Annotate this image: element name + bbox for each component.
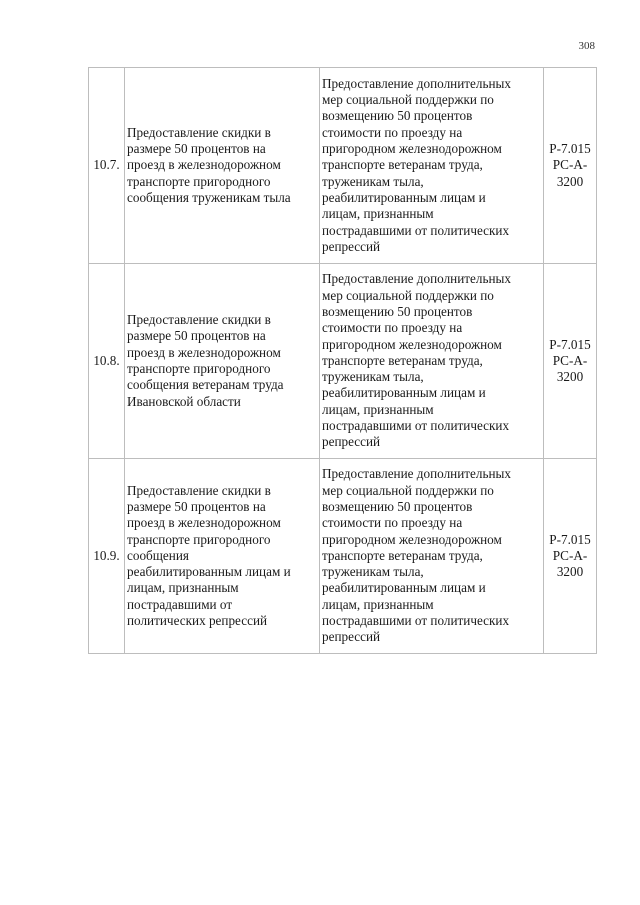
text-line: репрессий xyxy=(322,434,381,450)
service-description xyxy=(125,459,320,654)
text-line: Предоставление скидки в xyxy=(127,482,271,498)
text-line: Предоставление дополнительных xyxy=(322,75,512,91)
table-row xyxy=(89,68,597,264)
text-line: труженикам тыла, xyxy=(322,369,424,385)
text-line: сообщения ветеранам труда xyxy=(127,377,284,393)
text-line: репрессий xyxy=(322,629,381,645)
service-description xyxy=(125,264,320,459)
text-line: реабилитированным лицам и xyxy=(322,385,486,401)
table-row xyxy=(89,459,597,654)
support-measure xyxy=(320,459,544,654)
row-number: 10.7. xyxy=(89,68,125,264)
measure-code xyxy=(544,459,597,654)
text-line: Предоставление скидки в xyxy=(127,124,271,140)
text-line: лицам, признанным xyxy=(322,596,434,612)
text-line: труженикам тыла, xyxy=(322,564,424,580)
text-line: мер социальной поддержки по xyxy=(322,482,494,498)
table-row xyxy=(89,264,597,459)
text-line: транспорте пригородного xyxy=(127,361,271,376)
text-line: лицам, признанным xyxy=(322,401,434,417)
text-line: реабилитированным лицам и xyxy=(127,564,291,580)
text-line: проезд в железнодорожном xyxy=(127,157,281,173)
text-line: возмещению 50 процентов xyxy=(322,303,473,319)
code-line: Р-7.015 xyxy=(549,531,591,547)
text-line: возмещению 50 процентов xyxy=(322,498,473,514)
text-line: пострадавшими от политических xyxy=(322,418,510,434)
text-line: транспорте ветеранам труда, xyxy=(322,547,483,563)
text-line: пригородном железнодорожном xyxy=(322,531,502,547)
text-line: возмещению 50 процентов xyxy=(322,108,473,124)
text-line: транспорте ветеранам труда, xyxy=(322,157,483,173)
text-line: транспорте ветеранам труда, xyxy=(322,352,483,368)
text-line: труженикам тыла, xyxy=(322,173,424,189)
text-line: пригородном железнодорожном xyxy=(322,141,502,157)
row-number: 10.9. xyxy=(89,459,125,654)
text-line: Предоставление дополнительных xyxy=(322,466,512,482)
code-line: Р-7.015 xyxy=(549,336,591,352)
code-line: РС-А- xyxy=(552,157,588,173)
text-line: стоимости по проезду на xyxy=(322,124,463,140)
text-line: транспорте пригородного xyxy=(127,173,271,189)
text-line: Предоставление дополнительных xyxy=(322,271,512,287)
text-line: стоимости по проезду на xyxy=(322,320,463,336)
text-line: сообщения труженикам тыла xyxy=(127,189,291,205)
text-line: сообщения xyxy=(127,547,189,563)
code-line: РС-А- xyxy=(552,352,588,368)
code-line: 3200 xyxy=(556,369,584,385)
support-measure xyxy=(320,264,544,459)
text-line: размере 50 процентов на xyxy=(127,498,266,514)
support-measure xyxy=(320,68,544,264)
text-line: репрессий xyxy=(322,238,381,254)
code-line: 3200 xyxy=(556,564,584,580)
text-line: реабилитированным лицам и xyxy=(322,580,486,596)
services-table xyxy=(88,67,597,654)
text-line: политических репрессий xyxy=(127,613,268,629)
text-line: пригородном железнодорожном xyxy=(322,336,502,352)
text-line: проезд в железнодорожном xyxy=(127,344,281,360)
code-line: РС-А- xyxy=(552,547,588,563)
text-line: Предоставление скидки в xyxy=(127,312,271,328)
text-line: реабилитированным лицам и xyxy=(322,189,486,205)
text-line: мер социальной поддержки по xyxy=(322,92,494,108)
text-line: мер социальной поддержки по xyxy=(322,287,494,303)
text-line: лицам, признанным xyxy=(322,206,434,222)
code-line: 3200 xyxy=(556,173,584,189)
text-line: лицам, признанным xyxy=(127,580,239,596)
text-line: размере 50 процентов на xyxy=(127,141,266,157)
text-line: размере 50 процентов на xyxy=(127,328,266,344)
text-line: Ивановской области xyxy=(127,393,241,409)
page-number: 308 xyxy=(578,40,595,52)
text-line: транспорте пригородного xyxy=(127,531,271,547)
code-line: Р-7.015 xyxy=(549,141,591,157)
text-line: пострадавшими от xyxy=(127,596,233,612)
row-number: 10.8. xyxy=(89,264,125,459)
service-description xyxy=(125,68,320,264)
text-line: стоимости по проезду на xyxy=(322,515,463,531)
text-line: проезд в железнодорожном xyxy=(127,515,281,531)
text-line: пострадавшими от политических xyxy=(322,613,510,629)
text-line: пострадавшими от политических xyxy=(322,222,510,238)
measure-code xyxy=(544,68,597,264)
measure-code xyxy=(544,264,597,459)
